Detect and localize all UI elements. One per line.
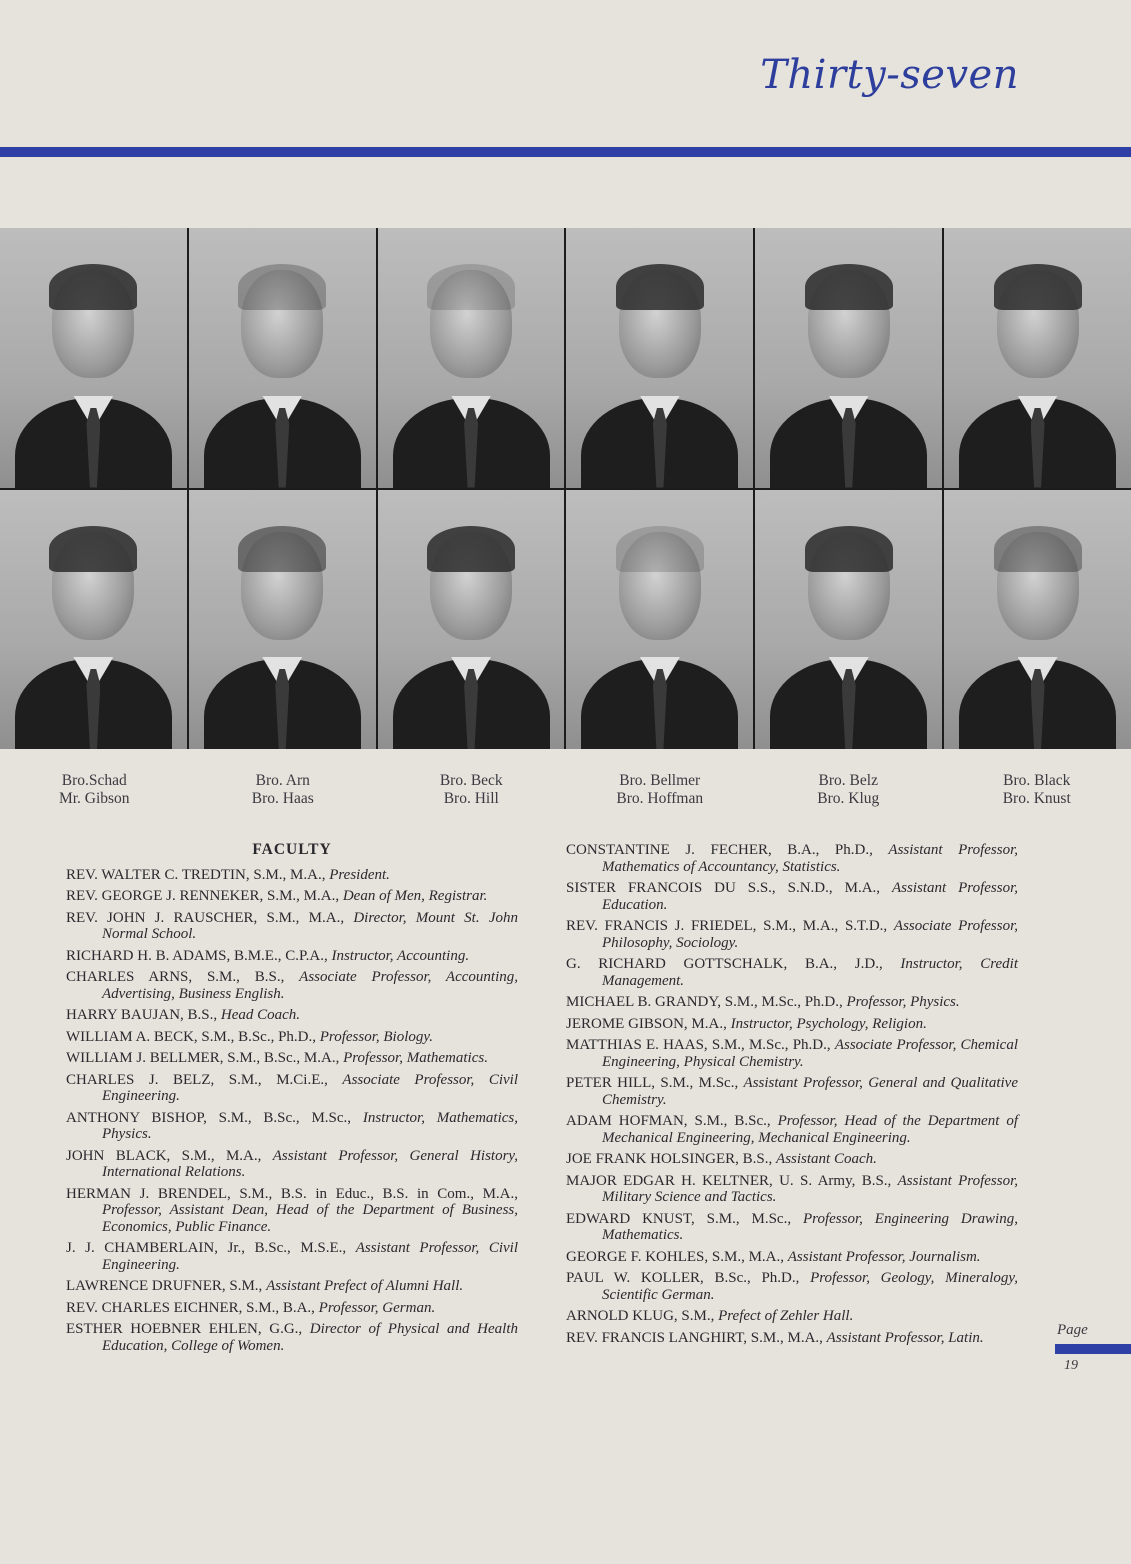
faculty-role: Associate Professor, Philosophy, Sociology. (602, 918, 1018, 951)
faculty-column-left (66, 842, 518, 1359)
faculty-entry (566, 994, 1018, 1011)
header-rule (0, 147, 1131, 157)
faculty-role: Prefect of Zehler Hall. (718, 1308, 854, 1324)
faculty-role: Assistant Coach. (776, 1151, 877, 1167)
faculty-role: Associate Professor, Accounting, Advertising, Business English. (102, 969, 518, 1002)
portrait-grid (0, 228, 1131, 749)
faculty-entry (66, 1321, 518, 1354)
faculty-entry (566, 956, 1018, 989)
faculty-name: G. RICHARD GOTTSCHALK, B.A., J.D., (566, 956, 901, 972)
caption-top: Bro. Black (1003, 772, 1071, 789)
faculty-name: REV. GEORGE J. RENNEKER, S.M., M.A., (66, 888, 343, 904)
portrait-photo (378, 490, 565, 750)
caption-column (377, 772, 566, 808)
faculty-name: J. J. CHAMBERLAIN, Jr., B.Sc., M.S.E., (66, 1240, 356, 1256)
faculty-entry (66, 1240, 518, 1273)
portrait-photo (566, 490, 753, 750)
faculty-name: JOHN BLACK, S.M., M.A., (66, 1147, 273, 1164)
faculty-name: CHARLES ARNS, S.M., B.S., (66, 969, 300, 985)
faculty-role: Assistant Professor, Education. (602, 880, 1018, 913)
faculty-entry (566, 1330, 1018, 1347)
caption-top: Bro. Beck (439, 772, 503, 789)
faculty-role: Dean of Men, Registrar. (342, 888, 488, 904)
faculty-name: CONSTANTINE J. FECHER, B.A., Ph.D., (566, 842, 889, 858)
faculty-entry (566, 1270, 1018, 1303)
faculty-name: JOE FRANK HOLSINGER, B.S., (566, 1151, 777, 1167)
faculty-name: EDWARD KNUST, S.M., M.Sc., (566, 1210, 804, 1227)
portrait-photo (755, 490, 942, 750)
faculty-entry (66, 969, 518, 1002)
faculty-entry (566, 1016, 1018, 1033)
faculty-role: Instructor, Credit Management. (602, 956, 1018, 989)
faculty-role: Associate Professor, Civil Engineering. (102, 1071, 518, 1104)
faculty-entry (66, 910, 518, 943)
faculty-name: WILLIAM J. BELLMER, S.M., B.Sc., M.A., (66, 1050, 344, 1066)
faculty-entry (66, 1300, 518, 1317)
caption-top: Bro. Arn (255, 772, 310, 789)
faculty-entry (66, 1007, 518, 1024)
portrait-photo (566, 228, 753, 488)
portrait-photo (0, 490, 187, 750)
faculty-entry (566, 918, 1018, 951)
faculty-name: HARRY BAUJAN, B.S., (66, 1007, 221, 1023)
faculty-name: SISTER FRANCOIS DU S.S., S.N.D., M.A., (566, 880, 892, 896)
page-title: Thirty-seven (760, 52, 1019, 98)
faculty-entry (566, 1308, 1018, 1325)
faculty-entry (66, 1050, 518, 1067)
faculty-role: Professor, Assistant Dean, Head of the Department of Business, Economics, Public Finance. (102, 1202, 518, 1235)
faculty-entry (66, 1072, 518, 1105)
faculty-role: Professor, Geology, Mineralogy, Scientific German. (602, 1270, 1018, 1303)
faculty-entry (566, 1037, 1018, 1070)
caption-column (943, 772, 1131, 808)
faculty-name: JEROME GIBSON, M.A., (566, 1015, 731, 1032)
faculty-name: REV. WALTER C. TREDTIN, S.M., M.A., (66, 866, 330, 883)
faculty-role: Assistant Professor, Mathematics of Accountancy, Statistics. (602, 842, 1019, 875)
faculty-role: Professor, Physics. (846, 994, 960, 1010)
portrait-photo (944, 228, 1131, 488)
caption-column (0, 772, 189, 808)
faculty-role: Assistant Prefect of Alumni Hall. (266, 1278, 464, 1294)
faculty-entry (566, 842, 1018, 875)
faculty-name: CHARLES J. BELZ, S.M., M.Ci.E., (66, 1071, 343, 1088)
faculty-entry (566, 1173, 1018, 1206)
page-marker-bar (1055, 1344, 1131, 1354)
faculty-role: President. (329, 866, 390, 883)
faculty-role: Associate Professor, Chemical Engineering, Physical Chemistry. (602, 1037, 1018, 1070)
faculty-entry (66, 1029, 518, 1046)
faculty-role: Professor, German. (318, 1299, 436, 1316)
faculty-name: ESTHER HOEBNER EHLEN, G.G., (66, 1321, 310, 1337)
faculty-role: Director of Physical and Health Education, College of Women. (102, 1321, 518, 1354)
faculty-heading: FACULTY (252, 841, 332, 858)
faculty-name: REV. FRANCIS LANGHIRT, S.M., M.A., (566, 1329, 827, 1346)
faculty-entry (66, 888, 518, 905)
caption-top: Bro.Schad (61, 772, 127, 789)
faculty-role: Head Coach. (220, 1007, 301, 1023)
portrait-photo (755, 228, 942, 488)
faculty-role: Assistant Professor, General History, International Relations. (102, 1147, 518, 1180)
faculty-entry (566, 1113, 1018, 1146)
caption-bottom: Bro. Knust (1002, 790, 1071, 807)
faculty-role: Instructor, Mathematics, Physics. (102, 1109, 519, 1142)
caption-bottom: Bro. Hill (443, 790, 499, 807)
faculty-role: Director, Mount St. John Normal School. (102, 909, 518, 942)
faculty-name: LAWRENCE DRUFNER, S.M., (66, 1278, 267, 1294)
faculty-name: MATTHIAS E. HAAS, S.M., M.Sc., Ph.D., (566, 1037, 835, 1053)
faculty-entry (66, 1148, 518, 1181)
caption-column (189, 772, 378, 808)
faculty-column-right (566, 842, 1018, 1351)
faculty-name: REV. CHARLES EICHNER, S.M., B.A., (66, 1299, 319, 1316)
caption-top: Bro. Belz (818, 772, 878, 789)
page-label: Page (1057, 1322, 1088, 1338)
faculty-name: PAUL W. KOLLER, B.Sc., Ph.D., (566, 1270, 811, 1286)
faculty-role: Assistant Professor, Civil Engineering. (102, 1240, 518, 1273)
faculty-entry (66, 1110, 518, 1143)
caption-column (754, 772, 943, 808)
faculty-name: GEORGE F. KOHLES, S.M., M.A., (566, 1248, 788, 1265)
faculty-entry (566, 1211, 1018, 1244)
portrait-photo (189, 490, 376, 750)
caption-bottom: Bro. Haas (251, 790, 314, 807)
portrait-photo (0, 228, 187, 488)
faculty-name: MICHAEL B. GRANDY, S.M., M.Sc., Ph.D., (566, 994, 847, 1010)
faculty-entry (566, 880, 1018, 913)
faculty-name: ANTHONY BISHOP, S.M., B.Sc., M.Sc., (66, 1109, 363, 1126)
caption-bottom: Bro. Klug (817, 790, 880, 807)
faculty-name: PETER HILL, S.M., M.Sc., (566, 1075, 744, 1091)
page-number: 19 (1064, 1358, 1078, 1373)
faculty-role: Professor, Head of the Department of Mechanical Engineering, Mechanical Engineering. (602, 1113, 1018, 1146)
faculty-entry (566, 1249, 1018, 1266)
faculty-role: Instructor, Accounting. (331, 947, 470, 964)
portrait-captions (0, 772, 1131, 808)
faculty-entry (566, 1151, 1018, 1168)
faculty-name: REV. FRANCIS J. FRIEDEL, S.M., M.A., S.T.D., (566, 918, 894, 934)
faculty-name: REV. JOHN J. RAUSCHER, S.M., M.A., (66, 909, 354, 926)
faculty-name: ARNOLD KLUG, S.M., (566, 1308, 719, 1324)
portrait-photo (944, 490, 1131, 750)
faculty-entry (66, 1186, 518, 1236)
faculty-role: Professor, Engineering Drawing, Mathematics. (602, 1210, 1018, 1243)
portrait-photo (189, 228, 376, 488)
faculty-role: Instructor, Psychology, Religion. (730, 1015, 927, 1032)
faculty-entry (566, 1075, 1018, 1108)
caption-column (566, 772, 755, 808)
faculty-role: Assistant Professor, Latin. (826, 1329, 984, 1346)
caption-top: Bro. Bellmer (619, 772, 701, 789)
faculty-role: Assistant Professor, Military Science and Tactics. (602, 1172, 1018, 1205)
faculty-role: Professor, Mathematics. (343, 1050, 488, 1066)
faculty-entry (66, 948, 518, 965)
faculty-name: MAJOR EDGAR H. KELTNER, U. S. Army, B.S., (566, 1172, 898, 1189)
caption-bottom: Mr. Gibson (58, 790, 130, 807)
faculty-name: WILLIAM A. BECK, S.M., B.Sc., Ph.D., (66, 1028, 320, 1045)
faculty-name: RICHARD H. B. ADAMS, B.M.E., C.P.A., (66, 947, 332, 964)
caption-bottom: Bro. Hoffman (616, 790, 704, 807)
faculty-name: ADAM HOFMAN, S.M., B.Sc., (566, 1113, 778, 1129)
faculty-name: HERMAN J. BRENDEL, S.M., B.S. in Educ., B.S. in Com., M.A., (66, 1185, 518, 1202)
portrait-photo (378, 228, 565, 488)
faculty-role: Assistant Professor, Journalism. (787, 1248, 981, 1265)
faculty-role: Assistant Professor, General and Qualitative Chemistry. (602, 1075, 1018, 1108)
faculty-entry (66, 1278, 518, 1295)
faculty-role: Professor, Biology. (319, 1028, 433, 1045)
faculty-entry (66, 867, 518, 884)
